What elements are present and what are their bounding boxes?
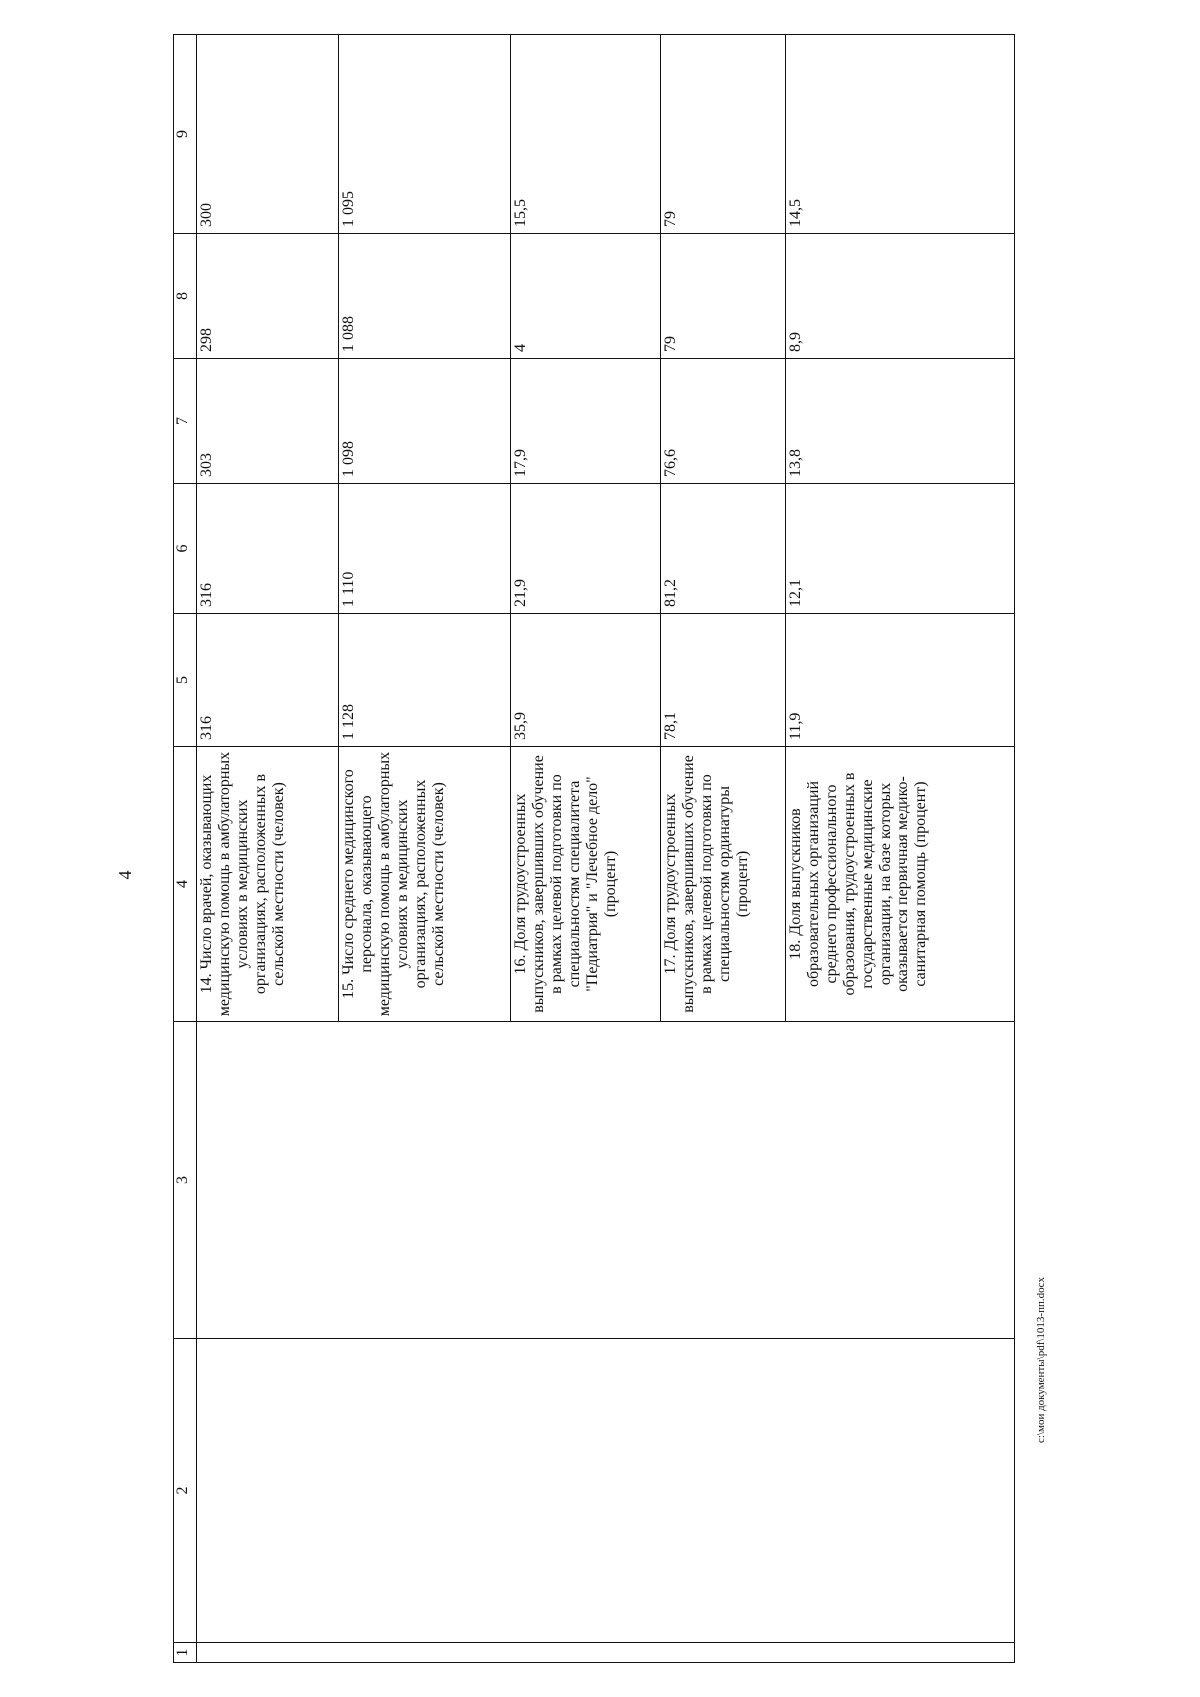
column-number: 8 [174, 234, 197, 359]
column-number: 7 [174, 359, 197, 484]
value-cell: 14,5 [786, 35, 1015, 234]
column-number: 2 [174, 1339, 197, 1643]
value-cell: 1 098 [339, 359, 511, 484]
value-cell: 1 095 [339, 35, 511, 234]
column-number-row [174, 35, 197, 1663]
value-cell: 81,2 [661, 484, 786, 614]
column-number: 9 [174, 35, 197, 234]
value-cell: 1 128 [339, 614, 511, 747]
value-cell: 1 110 [339, 484, 511, 614]
value-cell: 12,1 [786, 484, 1015, 614]
value-cell: 316 [197, 614, 339, 747]
value-cell: 316 [197, 484, 339, 614]
indicator-cell: 14. Число врачей, оказывающих медицинскую помощь в амбулаторных условиях в медицинских организациях, расположенных в сельской местности (человек) [197, 747, 339, 1022]
column-number: 6 [174, 484, 197, 614]
value-cell: 79 [661, 234, 786, 359]
indicator-cell: 15. Число среднего медицинского персонала, оказывающего медицинскую помощь в амбулаторных условиях в медицинских организациях, расположенных сельской местности (человек) [339, 747, 511, 1022]
empty-cell [197, 1339, 1015, 1643]
column-number: 5 [174, 614, 197, 747]
empty-cell [197, 1022, 1015, 1339]
column-number: 1 [174, 1643, 197, 1663]
indicator-table [173, 35, 1015, 1663]
value-cell: 13,8 [786, 359, 1015, 484]
value-cell: 15,5 [511, 35, 661, 234]
indicator-cell: 16. Доля трудоустроенных выпускников, завершивших обучение в рамках целевой подготовки по специальностям специалитета "Педиатрия" и "Лечебное дело" (процент) [511, 747, 661, 1022]
column-number: 3 [174, 1022, 197, 1339]
value-cell: 35,9 [511, 614, 661, 747]
value-cell: 76,6 [661, 359, 786, 484]
value-cell: 300 [197, 35, 339, 234]
page-number: 4 [115, 870, 135, 880]
empty-cell [197, 1643, 1015, 1663]
value-cell: 303 [197, 359, 339, 484]
value-cell: 79 [661, 35, 786, 234]
footer-file-path: c:\мои документы\pdf\1013-пп.docx [1035, 1277, 1047, 1444]
value-cell: 17,9 [511, 359, 661, 484]
value-cell: 1 088 [339, 234, 511, 359]
table-row [197, 35, 339, 1663]
value-cell: 8,9 [786, 234, 1015, 359]
value-cell: 298 [197, 234, 339, 359]
column-number: 4 [174, 747, 197, 1022]
indicator-cell: 17. Доля трудоустроенных выпускников, завершивших обучение в рамках целевой подготовки по специальностям ординатуры (процент) [661, 747, 786, 1022]
value-cell: 78,1 [661, 614, 786, 747]
value-cell: 21,9 [511, 484, 661, 614]
value-cell: 4 [511, 234, 661, 359]
value-cell: 11,9 [786, 614, 1015, 747]
indicator-cell: 18. Доля выпускников образовательных организаций среднего профессионального образования, трудоустроенных в государственные медицинские организации, на базе которых оказывается первичная медико-санитарная помощь (процент) [786, 747, 1015, 1022]
